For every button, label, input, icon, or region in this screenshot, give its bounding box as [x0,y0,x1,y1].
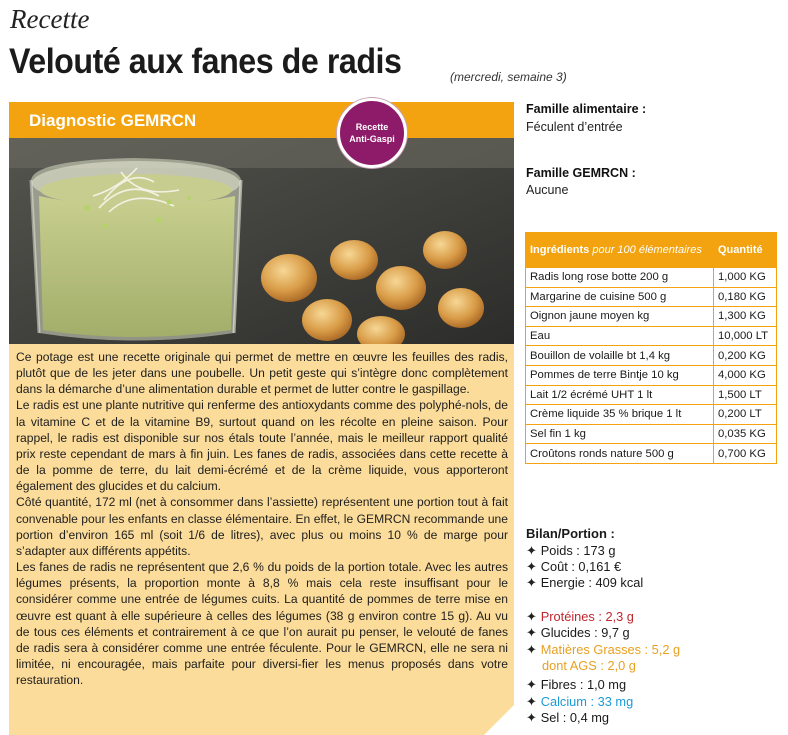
paragraph-1: Ce potage est une recette originale qui permet de mettre en œuvre les feuilles des radis, plutôt que de les jeter dans une poubelle. Un petit geste qui s’intègre donc complètement dans la démarche d’une alimentation durable et permet de lutter contre le gaspillage. [16,350,508,397]
bilan-proteines [526,609,634,625]
ingredients-header-row [526,233,777,268]
fibres-value: Fibres : 1,0 mg [540,677,627,692]
diagnostic-text [9,344,514,735]
table-row [526,365,777,385]
anti-gaspi-badge [337,98,407,168]
star-bullet-icon: ✦ [526,609,537,624]
bilan-energie [526,575,643,591]
star-bullet-icon: ✦ [526,559,537,574]
proteines-value: Protéines : 2,3 g [540,609,634,624]
bilan-ags: dont AGS : 2,0 g [542,658,636,673]
ingredients-header-italic: pour 100 élémentaires [592,244,702,256]
star-bullet-icon: ✦ [526,642,537,657]
bilan-poids [526,543,615,559]
page-title: Velouté aux fanes de radis [9,42,402,81]
table-row [526,346,777,366]
veloute-photo [9,138,514,344]
badge-line-2: Anti-Gaspi [349,134,395,144]
star-bullet-icon: ✦ [526,677,537,692]
bilan-glucides [526,625,630,641]
page-fold-corner [484,705,514,735]
sel-value: Sel : 0,4 mg [540,710,610,725]
bilan-title: Bilan/Portion : [526,526,615,541]
paragraph-2: Le radis est une plante nutritive qui renferme des antioxydants comme des polyphé-nols, de la vitamine C et de la vitamine B9, surtout quand on les récolte en pleine saison. Pour rappel, le radis est disponible sur nos étals toute l’année, mais le meilleur rapport qualité prix reste cependant de mars à fin juin. Les fanes de radis, associées dans cette recette à de la pomme de terre, du lait demi-écrémé et de la crème liquide, vous apporteront également des glucides et du calcium. [16,398,508,494]
badge-line-1: Recette [355,122,389,132]
bilan-fibres [526,677,626,693]
table-row [526,424,777,444]
star-bullet-icon: ✦ [526,710,537,725]
table-row [526,405,777,425]
star-bullet-icon: ✦ [526,575,537,590]
ingredients-table [525,232,777,464]
energie-value: Energie : 409 kcal [540,575,644,590]
ingredients-header [526,233,714,268]
table-row [526,287,777,307]
ingredient-quantity: 0,200 KG [714,346,777,366]
diagnostic-bar [9,102,514,138]
calcium-value: Calcium : 33 mg [540,694,634,709]
ingredient-quantity: 0,180 KG [714,287,777,307]
bilan-sel [526,710,609,726]
table-row [526,307,777,327]
veloute-photo-illustration [9,138,514,344]
ingredient-name: Sel fin 1 kg [526,424,714,444]
paragraph-3: Côté quantité, 172 ml (net à consommer dans l’assiette) représentent une portion tout à fait convenable pour les enfants en classe élémentaire. En effet, le GEMRCN recommande une portion d’environ 165 ml (soit 1/6 de litres), avec plus ou moins 10 % de marge pour s’adapter aux différents appétits. [16,495,508,558]
ingredients-header-bold: Ingrédients [530,244,590,256]
ingredient-name: Eau [526,326,714,346]
ingredient-quantity: 4,000 KG [714,365,777,385]
glucides-value: Glucides : 9,7 g [540,625,630,640]
ingredient-name: Radis long rose botte 200 g [526,268,714,288]
ingredient-quantity: 1,000 KG [714,268,777,288]
page-subtitle: (mercredi, semaine 3) [450,70,567,84]
poids-value: Poids : 173 g [540,543,616,558]
bilan-cout [526,559,621,575]
ingredient-name: Crème liquide 35 % brique 1 lt [526,405,714,425]
recipe-kicker: Recette [10,4,90,34]
ingredient-name: Bouillon de volaille bt 1,4 kg [526,346,714,366]
quantity-header: Quantité [714,233,777,268]
famille-gemrcn-label: Famille GEMRCN : [526,166,636,180]
cout-value: Coût : 0,161 € [540,559,622,574]
ingredient-name: Margarine de cuisine 500 g [526,287,714,307]
ingredient-name: Lait 1/2 écrémé UHT 1 lt [526,385,714,405]
paragraph-4: Les fanes de radis ne représentent que 2,6 % du poids de la portion totale. Avec les autres légumes présents, la proportion monte à 8,8 % mais cela reste insuffisant pour le considérer comme une entrée de légumes cuits. La quantité de pommes de terre mise en œuvre est quant à elle supérieure à celles des légumes (38 g environ contre 15 g). Au vu de tous ces éléments et contrairement à ce que l’on aurait pu penser, le velouté de fanes de radis sera à considérer comme une entrée féculente. Pour le GEMRCN, elle ne sera ni limitée, ni encouragée, mais parfaite pour diversi-fier les menus proposés dans votre restauration. [16,560,508,688]
famille-alimentaire-value: Féculent d’entrée [526,120,623,134]
ingredient-quantity: 0,700 KG [714,444,777,464]
star-bullet-icon: ✦ [526,694,537,709]
ingredient-name: Oignon jaune moyen kg [526,307,714,327]
diagnostic-label: Diagnostic GEMRCN [29,111,197,130]
table-row [526,385,777,405]
mg-value: Matières Grasses : 5,2 g [540,642,681,657]
title-line [9,42,436,82]
star-bullet-icon: ✦ [526,543,537,558]
ingredient-quantity: 0,200 LT [714,405,777,425]
table-row [526,326,777,346]
famille-alimentaire-label: Famille alimentaire : [526,102,647,116]
ingredient-quantity: 0,035 KG [714,424,777,444]
star-bullet-icon: ✦ [526,625,537,640]
bilan-calcium [526,694,633,710]
bilan-mg [526,642,680,658]
ingredient-name: Pommes de terre Bintje 10 kg [526,365,714,385]
table-row [526,268,777,288]
ingredient-quantity: 10,000 LT [714,326,777,346]
ingredient-quantity: 1,500 LT [714,385,777,405]
ingredient-name: Croûtons ronds nature 500 g [526,444,714,464]
table-row [526,444,777,464]
famille-gemrcn-value: Aucune [526,183,569,197]
ingredient-quantity: 1,300 KG [714,307,777,327]
